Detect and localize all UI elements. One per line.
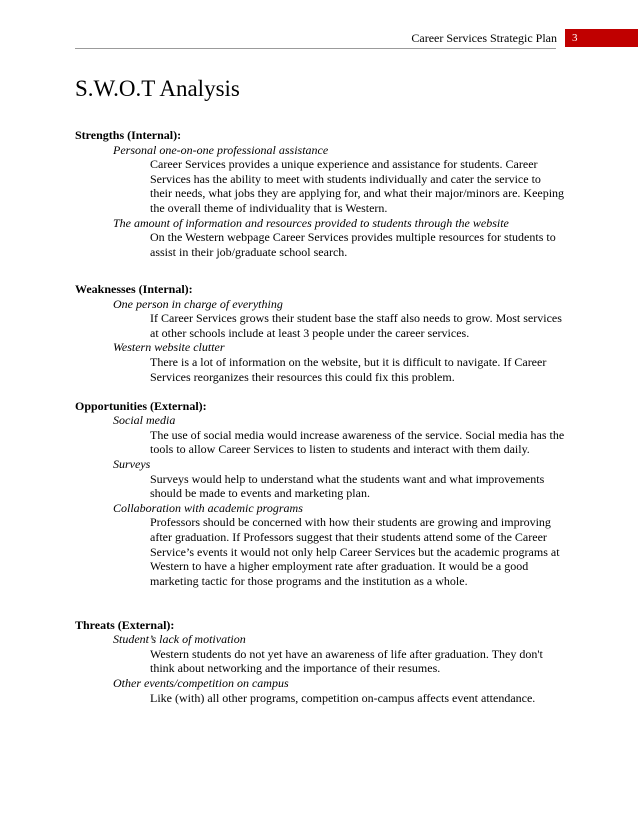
spacer [75,603,565,618]
item-text: If Career Services grows their student base the staff also needs to grow. Most services at other schools include at least 3 people under the career services. [150,311,562,340]
section-title: Weaknesses (Internal): [75,281,193,296]
section-weaknesses [75,282,565,384]
spacer [75,274,565,282]
item-text: Surveys would help to understand what the students want and what improvements should be made to events and marketing plan. [150,471,545,501]
item-text: Career Services provides a unique experience and assistance for students. Career Services has the ability to meet with students individually and cater the service to their needs, what jobs they are applying for, and what their major/minors are. Keeping the overall theme of individuality that is Western. [150,157,565,215]
item-heading: Social media [113,413,176,428]
section-title: Opportunities (External): [75,398,207,413]
section-title: Strengths (Internal): [75,128,182,142]
header-title: Career Services Strategic Plan [411,30,557,45]
item-text: The use of social media would increase awareness of the service. Social media has the tools to allow Career Services to listen to students and interact with them daily. [150,427,565,457]
spacer [75,588,565,603]
item-heading: Personal one-on-one professional assistance [113,142,329,157]
page-header [411,28,638,48]
item-heading: One person in charge of everything [113,296,283,311]
item-text: Like (with) all other programs, competition on-campus affects event attendance. [150,690,536,705]
item-heading: The amount of information and resources provided to students through the website [113,215,509,230]
spacer [75,259,565,274]
item-text: Professors should be concerned with how their students are growing and improving after graduation. If Professors suggest that their students attend some of the Career Service’s events it would not only help Career Services but the academic programs at Western to have a higher employment rate after graduation. It would be a good marketing tactic for those programs and the institution as a whole. [150,515,560,588]
document-body [75,128,565,705]
item-text: There is a lot of information on the website, but it is difficult to navigate. If Career Services reorganizes their resources this could fix this problem. [150,354,547,384]
item-heading: Collaboration with academic programs [113,500,303,515]
page-title: S.W.O.T Analysis [75,76,240,101]
page-number-badge: 3 [565,29,638,47]
item-heading: Surveys [113,457,151,472]
section-opportunities [75,399,565,589]
item-heading: Western website clutter [113,340,225,355]
item-heading: Student’s lack of motivation [113,632,246,647]
item-text: Western students do not yet have an awareness of life after graduation. They don't think about networking and the importance of their resumes. [150,646,543,676]
header-rule [75,48,556,49]
section-title: Threats (External): [75,617,175,632]
section-threats [75,618,565,706]
spacer [75,384,565,399]
item-text: On the Western webpage Career Services provides multiple resources for students to assist in their job/graduate school search. [150,230,556,259]
section-strengths [75,128,565,259]
item-heading: Other events/competition on campus [113,675,289,690]
